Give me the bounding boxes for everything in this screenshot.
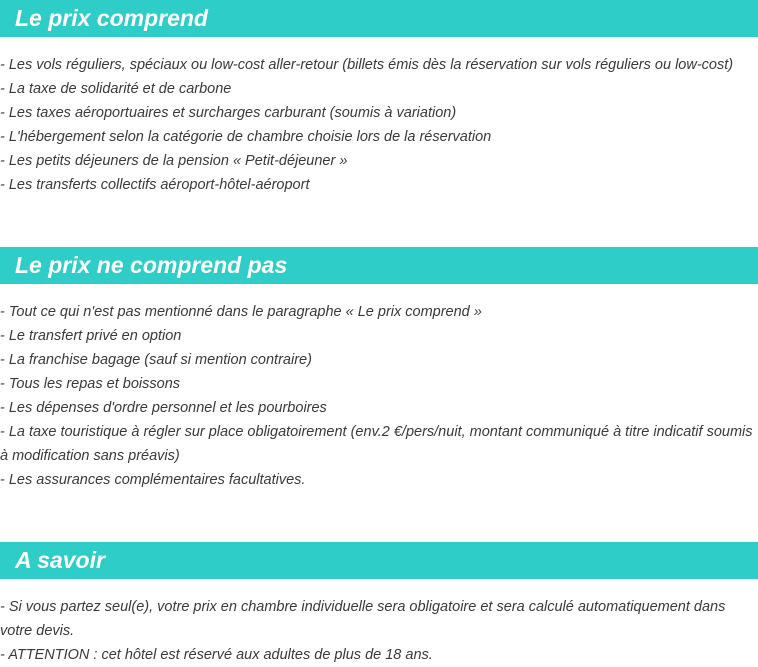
list-item: - La taxe de solidarité et de carbone: [0, 81, 232, 97]
section-price-excluded: [0, 247, 758, 492]
list-item: - La franchise bagage (sauf si mention contraire): [0, 352, 312, 368]
section-heading-price-excluded: Le prix ne comprend pas: [0, 247, 758, 284]
list-item: - Les taxes aéroportuaires et surcharges carburant (soumis à variation): [0, 105, 457, 121]
list-item: - Les petits déjeuners de la pension « Petit-déjeuner »: [0, 153, 348, 169]
list-item: - Les transferts collectifs aéroport-hôtel-aéroport: [0, 177, 310, 193]
list-item: - ATTENTION : cet hôtel est réservé aux adultes de plus de 18 ans.: [0, 647, 433, 663]
list-item: - Tous les repas et boissons: [0, 376, 181, 392]
section-good-to-know: [0, 542, 758, 667]
list-item: - La taxe touristique à régler sur place obligatoirement (env.2 €/pers/nuit, montant communiqué à titre indicatif soumis à modification sans préavis): [0, 424, 753, 464]
included-list: [0, 53, 758, 197]
excluded-list: [0, 300, 758, 492]
section-price-included: [0, 0, 758, 197]
list-item: - Les vols réguliers, spéciaux ou low-cost aller-retour (billets émis dès la réservation sur vols réguliers ou low-cost): [0, 57, 734, 73]
section-heading-good-to-know: A savoir: [0, 542, 758, 579]
list-item: - Le transfert privé en option: [0, 328, 182, 344]
section-heading-price-included: Le prix comprend: [0, 0, 758, 37]
list-item: - Les dépenses d'ordre personnel et les pourboires: [0, 400, 327, 416]
good-to-know-list: [0, 595, 758, 667]
list-item: - Tout ce qui n'est pas mentionné dans le paragraphe « Le prix comprend »: [0, 304, 482, 320]
list-item: - Les assurances complémentaires facultatives.: [0, 472, 306, 488]
list-item: - Si vous partez seul(e), votre prix en chambre individuelle sera obligatoire et sera calculé automatiquement dans votre devis.: [0, 599, 726, 639]
list-item: - L'hébergement selon la catégorie de chambre choisie lors de la réservation: [0, 129, 492, 145]
